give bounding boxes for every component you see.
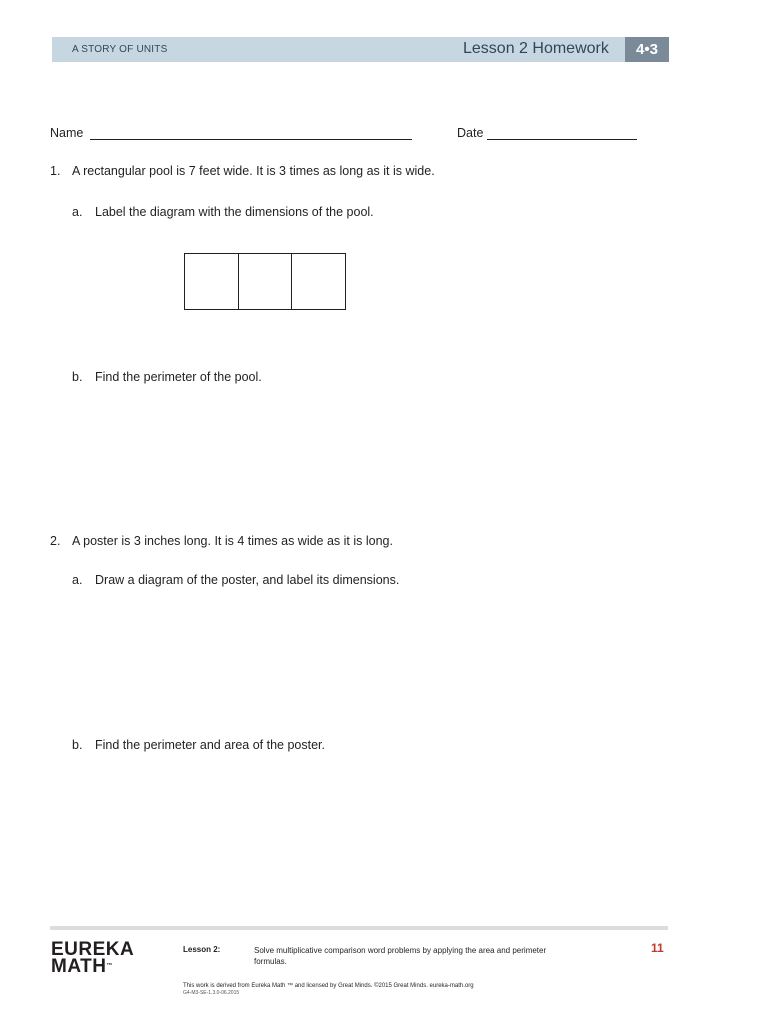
footer-credit: This work is derived from Eureka Math ™ and licensed by Great Minds. ©2015 Great Minds. eureka-math.org (183, 983, 474, 989)
date-label: Date (457, 126, 484, 140)
page-number: 11 (651, 941, 664, 955)
footer-doc-code: G4-M3-SE-1.3.0-06.2015 (183, 990, 240, 996)
pool-diagram-unit (239, 254, 293, 309)
pool-diagram-unit (292, 254, 345, 309)
problem-1b-letter: b. (72, 370, 83, 384)
series-label: A STORY OF UNITS (72, 44, 168, 55)
footer-lesson-label: Lesson 2: (183, 945, 221, 954)
problem-1a-text: Label the diagram with the dimensions of the pool. (95, 205, 374, 219)
problem-2a-letter: a. (72, 573, 83, 587)
logo-line-1: EUREKA (51, 939, 135, 960)
logo-line-2: MATH™ (51, 956, 113, 977)
problem-2b-text: Find the perimeter and area of the poster. (95, 738, 325, 752)
problem-2-number: 2. (50, 534, 61, 548)
problem-1-number: 1. (50, 164, 61, 178)
footer-lesson-description: Solve multiplicative comparison word problems by applying the area and perimeter formulas. (254, 946, 547, 966)
problem-2-text: A poster is 3 inches long. It is 4 times as wide as it is long. (72, 534, 393, 548)
problem-1a-letter: a. (72, 205, 83, 219)
pool-diagram-unit (185, 254, 239, 309)
name-line[interactable] (90, 139, 412, 140)
date-line[interactable] (487, 139, 637, 140)
pool-diagram (184, 253, 346, 310)
eureka-math-logo (51, 941, 134, 975)
problem-2b-letter: b. (72, 738, 83, 752)
problem-2a-text: Draw a diagram of the poster, and label its dimensions. (95, 573, 400, 587)
problem-1-text: A rectangular pool is 7 feet wide. It is 3 times as long as it is wide. (72, 164, 435, 178)
footer-rule (50, 926, 668, 930)
problem-1b-text: Find the perimeter of the pool. (95, 370, 262, 384)
name-label: Name (50, 126, 84, 140)
grade-badge: 4•3 (625, 37, 669, 62)
lesson-title: Lesson 2 Homework (463, 40, 609, 57)
